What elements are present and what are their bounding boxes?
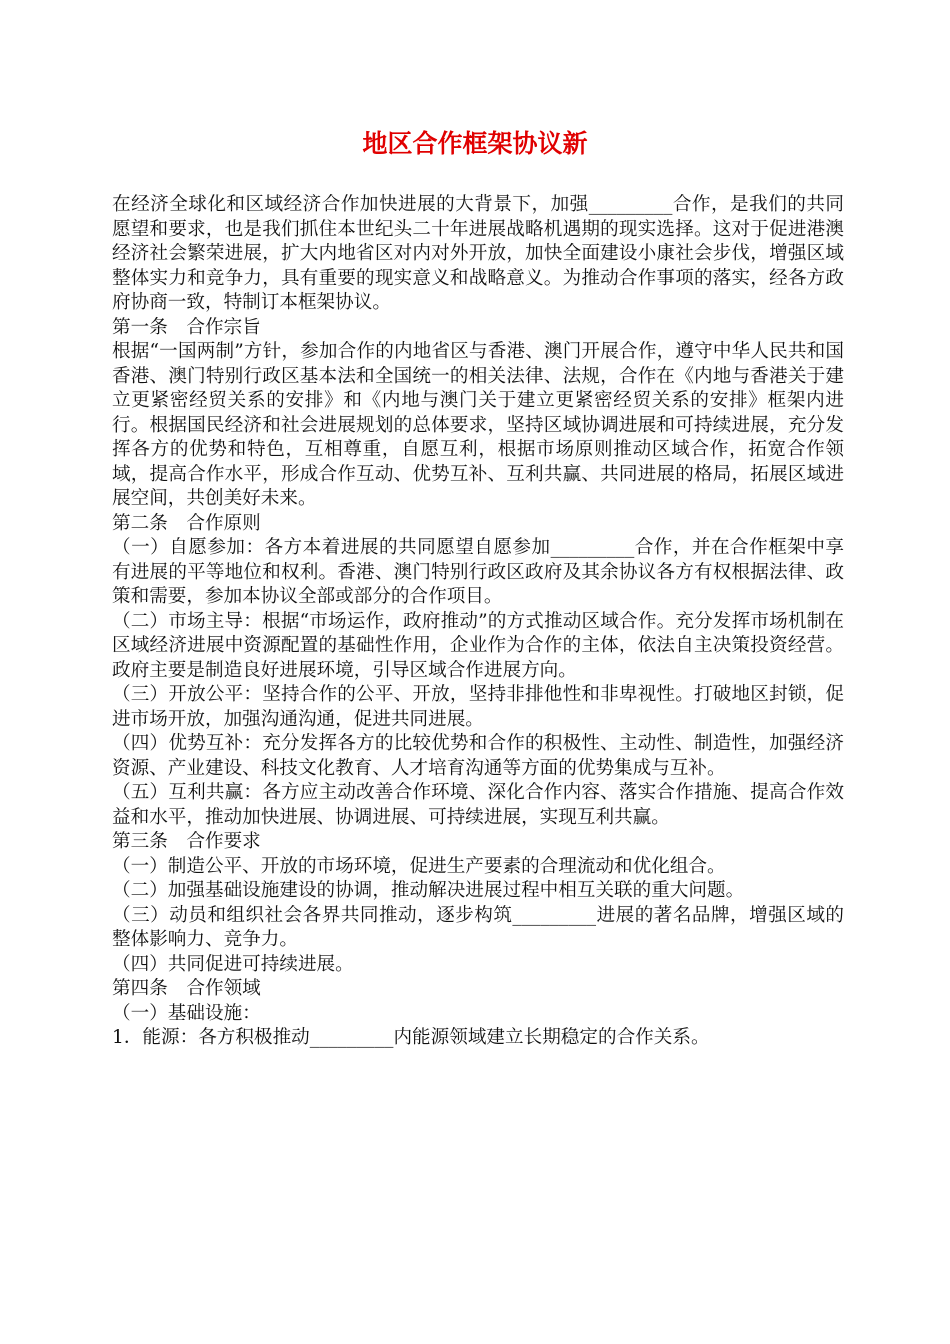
preamble-paragraph: 在经济全球化和区域经济合作加快进展的大背景下，加强_________合作，是我们的共同愿望和要求，也是我们抓住本世纪头二十年进展战略机遇期的现实选择。这对于促进港澳经济社会繁荣进展，扩大内地省区对内对外开放，加快全面建设小康社会步伐，增强区域整体实力和竞争力，具有重要的现实意义和战略意义。为推动合作事项的落实，经各方政府协商一致，特制订本框架协议。: [112, 194, 844, 313]
article-3-heading: 第三条 合作要求: [112, 831, 261, 852]
article-3-item-4: （四）共同促进可持续进展。: [112, 953, 354, 975]
article-4-item-1: （一）基础设施：: [112, 1002, 261, 1024]
document-body: [112, 193, 844, 1051]
article-4-subitem-1: 1．能源：各方积极推动_________内能源领域建立长期稳定的合作关系。: [112, 1027, 710, 1048]
article-2-item-5: （五）互利共赢：各方应主动改善合作环境、深化合作内容、落实合作措施、提高合作效益和水平，推动加快进展、协调进展、可持续进展，实现互利共赢。: [112, 782, 844, 828]
article-1-heading: 第一条 合作宗旨: [112, 316, 261, 338]
document-title: 地区合作框架协议新: [362, 129, 588, 158]
article-2-heading: 第二条 合作原则: [112, 512, 261, 534]
article-1-paragraph: 根据“一国两制”方针，参加合作的内地省区与香港、澳门开展合作，遵守中华人民共和国香港、澳门特别行政区基本法和全国统一的相关法律、法规，合作在《内地与香港关于建立更紧密经贸关系的安排》和《内地与澳门关于建立更紧密经贸关系的安排》框架内进行。根据国民经济和社会进展规划的总体要求，坚持区域协调进展和可持续进展，充分发挥各方的优势和特色，互相尊重，自愿互利，根据市场原则推动区域合作，拓宽合作领域，提高合作水平，形成合作互动、优势互补、互利共赢、共同进展的格局，拓展区域进展空间，共创美好未来。: [112, 341, 844, 509]
article-2-item-2: （二）市场主导：根据“市场运作，政府推动”的方式推动区域合作。充分发挥市场机制在区域经济进展中资源配置的基础性作用，企业作为合作的主体，依法自主决策投资经营。政府主要是制造良好进展环境，引导区域合作进展方向。: [112, 610, 844, 681]
article-2-item-1: （一）自愿参加：各方本着进展的共同愿望自愿参加_________合作，并在合作框架中享有进展的平等地位和权利。香港、澳门特别行政区政府及其余协议各方有权根据法律、政策和需要，参加本协议全部或部分的合作项目。: [112, 537, 844, 607]
article-2-item-3: （三）开放公平：坚持合作的公平、开放，坚持非排他性和非卑视性。打破地区封锁，促进市场开放，加强沟通沟通，促进共同进展。: [112, 684, 844, 730]
article-4-heading: 第四条 合作领域: [112, 978, 261, 999]
article-2-item-4: （四）优势互补：充分发挥各方的比较优势和合作的积极性、主动性、制造性，加强经济资源、产业建设、科技文化教育、人才培育沟通等方面的优势集成与互补。: [112, 733, 844, 779]
article-3-item-1: （一）制造公平、开放的市场环境，促进生产要素的合理流动和优化组合。: [112, 855, 726, 877]
article-3-item-3: （三）动员和组织社会各界共同推动，逐步构筑_________进展的著名品牌，增强区域的整体影响力、竞争力。: [112, 904, 844, 950]
article-3-item-2: （二）加强基础设施建设的协调，推动解决进展过程中相互关联的重大问题。: [112, 880, 745, 901]
